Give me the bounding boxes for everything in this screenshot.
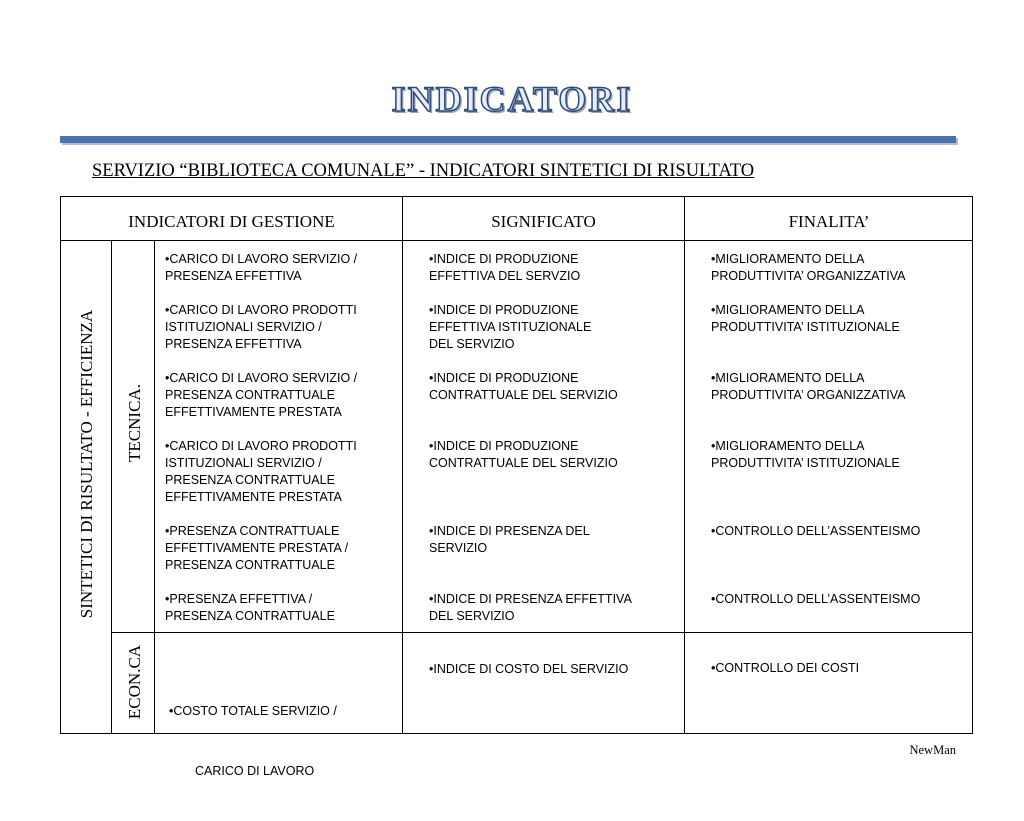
- row-6-finalita: •CONTROLLO DELL’ASSENTEISMO: [711, 592, 921, 606]
- row-3-significato: •INDICE DI PRODUZIONE CONTRATTUALE DEL SERVIZIO: [429, 371, 618, 402]
- row-5-gestione: •PRESENZA CONTRATTUALE EFFETTIVAMENTE PRESTATA / PRESENZA CONTRATTUALE: [165, 524, 349, 572]
- section-label-economica: ECON.CA: [125, 644, 144, 720]
- section-label-tecnica: TECNICA.: [125, 384, 144, 462]
- group-label: SINTETICI DI RISULTATO - EFFICIENZA: [77, 309, 96, 619]
- row-2-significato: •INDICE DI PRODUZIONE EFFETTIVA ISTITUZIONALE DEL SERVIZIO: [429, 303, 592, 351]
- row-2-finalita: •MIGLIORAMENTO DELLA PRODUTTIVITA’ ISTITUZIONALE: [711, 303, 900, 334]
- row-1-significato: •INDICE DI PRODUZIONE EFFETTIVA DEL SERVZIO: [429, 252, 581, 283]
- header-gestione: INDICATORI DI GESTIONE: [128, 212, 335, 231]
- row-4-gestione: •CARICO DI LAVORO PRODOTTI ISTITUZIONALI SERVIZIO / PRESENZA CONTRATTUALE EFFETTIVAMENTE PRESTATA: [165, 439, 357, 504]
- row-1-gestione: •CARICO DI LAVORO SERVIZIO / PRESENZA EFFETTIVA: [165, 252, 358, 283]
- section-column-divider: [154, 240, 155, 733]
- group-column-divider: [111, 240, 112, 733]
- header-divider: [61, 240, 972, 241]
- row-6-gestione: •PRESENZA EFFETTIVA / PRESENZA CONTRATTUALE: [165, 592, 335, 623]
- footer-credit: NewMan: [909, 743, 956, 757]
- row-1-finalita: •MIGLIORAMENTO DELLA PRODUTTIVITA’ ORGANIZZATIVA: [711, 252, 906, 283]
- title-divider: [60, 136, 956, 143]
- cost-row-significato: •INDICE DI COSTO DEL SERVIZIO: [429, 662, 629, 676]
- row-5-finalita: •CONTROLLO DELL’ASSENTEISMO: [711, 524, 921, 538]
- row-4-significato: •INDICE DI PRODUZIONE CONTRATTUALE DEL SERVIZIO: [429, 439, 618, 470]
- row-4-finalita: •MIGLIORAMENTO DELLA PRODUTTIVITA’ ISTITUZIONALE: [711, 439, 900, 470]
- significato-column-divider: [402, 197, 403, 733]
- cost-row-gestione-line1: •COSTO TOTALE SERVIZIO /: [169, 704, 337, 718]
- page-title: INDICATORI: [391, 79, 633, 119]
- table-subtitle: SERVIZIO “BIBLIOTECA COMUNALE” - INDICATORI SINTETICI DI RISULTATO: [92, 161, 755, 181]
- row-3-gestione: •CARICO DI LAVORO SERVIZIO / PRESENZA CONTRATTUALE EFFETTIVAMENTE PRESTATA: [165, 371, 358, 419]
- cost-row-gestione-line2: CARICO DI LAVORO: [195, 764, 315, 778]
- row-2-gestione: •CARICO DI LAVORO PRODOTTI ISTITUZIONALI SERVIZIO / PRESENZA EFFETTIVA: [165, 303, 357, 351]
- finalita-column-divider: [684, 197, 685, 733]
- section-divider: [111, 632, 972, 633]
- row-5-significato: •INDICE DI PRESENZA DEL SERVIZIO: [429, 524, 590, 555]
- cost-row-gestione: [169, 661, 337, 821]
- cost-row-finalita: •CONTROLLO DEI COSTI: [711, 661, 860, 675]
- row-6-significato: •INDICE DI PRESENZA EFFETTIVA DEL SERVIZIO: [429, 592, 632, 623]
- row-3-finalita: •MIGLIORAMENTO DELLA PRODUTTIVITA’ ORGANIZZATIVA: [711, 371, 906, 402]
- header-significato: SIGNIFICATO: [491, 212, 596, 231]
- header-finalita: FINALITA’: [788, 212, 870, 231]
